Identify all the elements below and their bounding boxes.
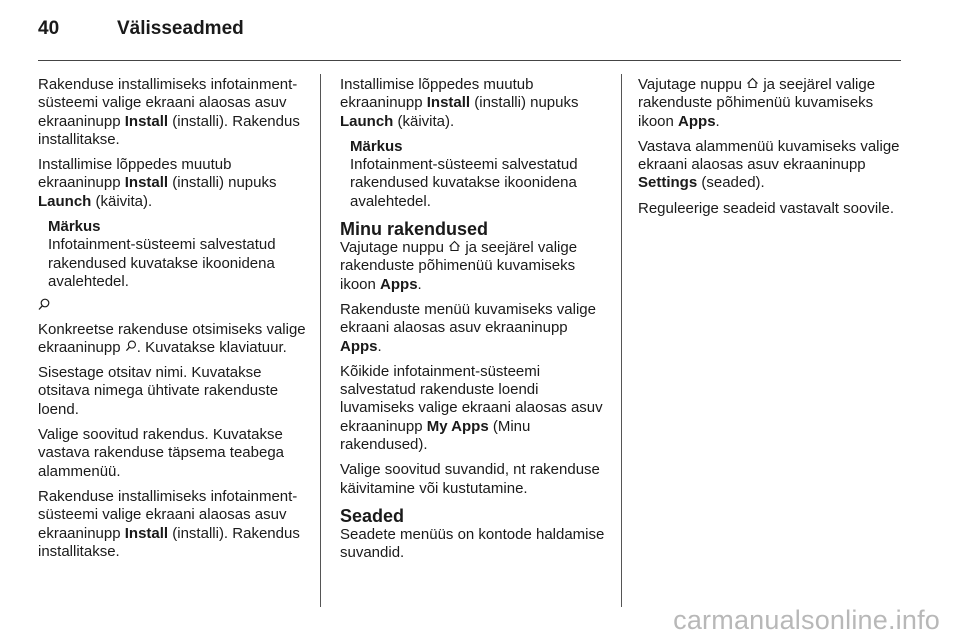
paragraph: Vastava alammenüü kuvamiseks valige ekraani alaosas asuv ekraaninupp Settings (seaded).: [638, 137, 900, 192]
paragraph: Rakenduse installimiseks infotainment-süsteemi valige ekraani alaosas asuv ekraaninupp Install (installi). Rakendus installitakse.: [38, 487, 300, 560]
note-label: Märkus: [350, 137, 403, 155]
paragraph: Sisestage otsitav nimi. Kuvatakse otsitava nimega ühtivate rakenduste loend.: [38, 364, 279, 418]
paragraph: Rakenduste menüü kuvamiseks valige ekraani alaosas asuv ekraaninupp Apps.: [340, 300, 596, 355]
note-box: [350, 138, 612, 211]
column-1: [38, 76, 310, 568]
paragraph: Konkreetse rakenduse otsimiseks valige ekraaninupp . Kuvatakse klaviatuur.: [38, 320, 306, 356]
header-divider: [38, 60, 901, 61]
note-box: [48, 218, 310, 291]
column-divider: [320, 74, 321, 607]
note-text: Infotainment-süsteemi salvestatud rakendused kuvatakse ikoonidena avalehtedel.: [48, 236, 276, 290]
paragraph: Vajutage nuppu ja seejärel valige rakenduste põhimenüü kuvamiseks ikoon Apps.: [340, 239, 578, 293]
page-number: 40: [38, 18, 60, 39]
paragraph: Reguleerige seadeid vastavalt soovile.: [638, 199, 894, 217]
paragraph: Seadete menüüs on kontode haldamise suvandid.: [340, 525, 605, 562]
paragraph: Installimise lõppedes muutub ekraaninupp Install (installi) nupuks Launch (käivita).: [340, 76, 579, 130]
home-icon: [448, 239, 461, 257]
column-3: [638, 76, 900, 225]
paragraph: Vajutage nuppu ja seejärel valige rakenduste põhimenüü kuvamiseks ikoon Apps.: [638, 76, 876, 130]
column-divider: [621, 74, 622, 607]
column-2: [340, 76, 612, 570]
paragraph: Valige soovitud suvandid, nt rakenduse käivitamine või kustutamine.: [340, 461, 600, 497]
search-icon: [125, 339, 137, 357]
paragraph: Kõikide infotainment-süsteemi salvestatud rakenduste loendi luvamiseks valige ekraani alaosas asuv ekraaninupp My Apps (Minu rakendused).: [340, 362, 603, 454]
section-heading-settings: Seaded: [340, 505, 405, 526]
search-icon: [38, 298, 50, 316]
paragraph: Rakenduse installimiseks infotainment-süsteemi valige ekraani alaosas asuv ekraaninupp Install (installi). Rakendus installitakse.: [38, 76, 300, 148]
search-heading: [38, 298, 310, 316]
paragraph: Installimise lõppedes muutub ekraaninupp Install (installi) nupuks Launch (käivita).: [38, 156, 277, 210]
watermark: carmanualsonline.info: [673, 605, 940, 635]
paragraph: Valige soovitud rakendus. Kuvatakse vastava rakenduse täpsema teabega alammenüü.: [38, 426, 284, 480]
page-title: Välisseadmed: [117, 18, 244, 39]
note-text: Infotainment-süsteemi salvestatud rakendused kuvatakse ikoonidena avalehtedel.: [350, 156, 578, 210]
section-heading-my-apps: Minu rakendused: [340, 219, 489, 240]
home-icon: [746, 76, 759, 94]
note-label: Märkus: [48, 218, 101, 236]
